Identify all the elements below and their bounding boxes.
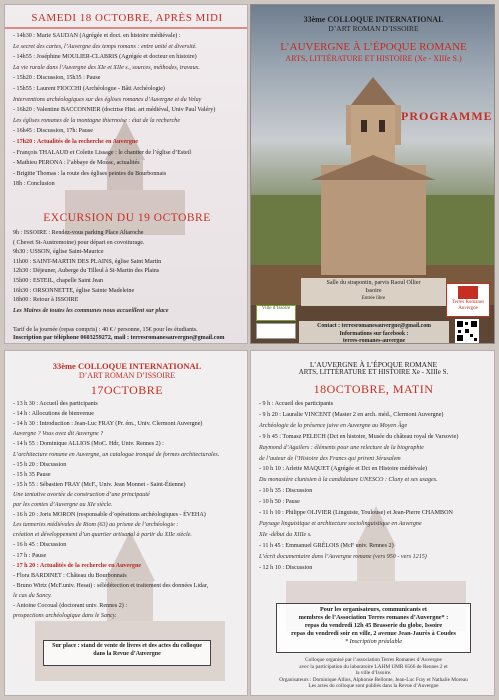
panel-saturday-afternoon bbox=[4, 4, 248, 344]
schedule-line: - 12 h 10 : Discussion bbox=[259, 564, 313, 571]
schedule-line: - 16h20 : Valentine BACCONNIER (doctrise Hist. art médiéval, Univ Paul Valéry) bbox=[13, 107, 216, 114]
panel-saturday-morning bbox=[250, 350, 495, 696]
schedule-line: Paysage linguistique et architecture sociolinguistique en Auvergne bbox=[259, 520, 422, 527]
schedule-line: L’architecture romane en Auvergne, un catalogue tronqué de formes architecturales. bbox=[13, 451, 220, 458]
schedule-line: - 9 h 20 : Lauralie VINCENT (Master 2 en arch. méd., Clermont Auvergne) bbox=[259, 411, 444, 418]
schedule-line: Les tanneries médiévales de Riom (63) au prisme de l’archéologie : bbox=[13, 522, 179, 529]
schedule-line: - 16 h 45 : Discussion bbox=[13, 542, 67, 549]
issoire-logo bbox=[256, 305, 296, 321]
schedule-line: - 16 h 20 : Joris MORON (responsable d’opérations archéologiques - ÉVEHA) bbox=[13, 512, 206, 519]
schedule-line: le cas du Sancy. bbox=[13, 592, 52, 599]
schedule-line: - Bruno Wirtz (McF.univ. Hesat) : sélédétection et traitement des données Lidar, bbox=[13, 582, 209, 589]
terres-romanes-logo bbox=[446, 283, 490, 317]
meals-line-5: * Inscription préalable bbox=[344, 638, 403, 645]
schedule-line: Raymond d’Aguilers : éléments pour une relecture de la biographie bbox=[259, 444, 424, 451]
schedule-line: - 13 h 30 : Accueil des participants bbox=[13, 401, 98, 407]
inscription-text: Inscription par téléphone 0603259272, mail : terresromanesauvergne@gmail.com bbox=[13, 335, 225, 341]
colloque-subtitle-2: D’ART ROMAN D’ISSOIRE bbox=[78, 371, 176, 380]
schedule-line: - 9 h : Accueil des participants bbox=[259, 401, 334, 407]
footer-line-5: Les actes du colloque sont publiés dans la Revue d’Auvergne bbox=[308, 683, 439, 690]
contact-line-2: Informations sur facebook : bbox=[339, 330, 409, 337]
br-title: L’AUVERGNE À L’ÉPOQUE ROMANE bbox=[309, 360, 438, 369]
day-heading-friday: 17OCTOBRE bbox=[90, 383, 164, 397]
colloque-subtitle: D’ART ROMAN D’ISSOIRE bbox=[328, 24, 419, 33]
schedule-line: - 14 h 55 : Dominique ALLIOS (MoC. Hdr, Univ. Rennes 2) : bbox=[13, 441, 164, 448]
cover-subtitle: ARTS, LITTÉRATURE ET HISTOIRE (Xe - XIIIe S.) bbox=[285, 54, 462, 63]
schedule-line: - Mathieu PERONA : l’abbaye de Mozac, actualités bbox=[13, 160, 140, 167]
schedule-line: - Flora BARDINET : Château du Bourbonnais bbox=[13, 572, 127, 579]
panel-cover bbox=[250, 4, 495, 344]
schedule-line: - 10 h 50 : Pause bbox=[259, 499, 300, 506]
bookstand-box bbox=[43, 640, 211, 666]
schedule-line: - 15h20 : Discussion, 15h35 : Pause bbox=[13, 75, 101, 82]
schedule-line: - 14 h : Allocutions de bienvenue bbox=[13, 411, 94, 418]
day-heading-saturday-morning: 18OCTOBRE, MATIN bbox=[313, 382, 434, 396]
venue-box bbox=[301, 278, 446, 306]
schedule-line: - 9 h 45 : Tomasz PELECH (Dct en histoire, Musée du château royal de Varsovie) bbox=[259, 433, 459, 440]
venue-line-2: Issoire bbox=[365, 287, 382, 294]
schedule-line: - 15 h 55 : Sébastien FRAY (McF., Univ. Jean Monnet - Saint-Étienne) bbox=[13, 481, 186, 488]
schedule-line: de l’auteur de l’Histoire des Francs qui prirent Jérusalem bbox=[259, 455, 401, 462]
excursion-line: 18h00 : Retour à ISSOIRE bbox=[13, 297, 79, 304]
meals-line-1: Pour les organisateurs, communicants et bbox=[320, 606, 427, 613]
footer-line-2: avec la participation du laboratoire LAHM UMR 6566 de Rennes 2 et bbox=[299, 663, 448, 670]
partner-logo bbox=[256, 323, 296, 339]
schedule-line: - 11 h 45 : Emmanuel GRÉLOIS (McF univ. Rennes 2) bbox=[259, 542, 394, 549]
excursion-line: 16h30 : ORSONNETTE, église Sainte Madeleine bbox=[13, 287, 135, 294]
excursion-line: 11h00 : SAINT-MARTIN DES PLAINS, église Saint Martin bbox=[13, 258, 162, 265]
qr-code-icon bbox=[455, 319, 479, 343]
schedule-line: XIe -début du XIIIe s. bbox=[259, 531, 312, 538]
panel-friday bbox=[4, 350, 248, 696]
schedule-line: - Antoine Cocoual (doctorant univ. Rennes 2) : bbox=[13, 603, 128, 609]
schedule-line: L’écrit documentaire dans l’Auvergne romane (vers 950 - vers 1215) bbox=[259, 553, 427, 560]
schedule-line: Le secret des cartes, l’Auvergne des temps romans : entre unité et diversité. bbox=[13, 43, 197, 50]
schedule-line: - 15h55 : Laurent FIOCCHI (Archéologue - Bâti Archéologie) bbox=[13, 86, 165, 92]
schedule-line: - 16h45 : Discussion, 17h: Pause bbox=[13, 128, 93, 135]
excursion-line: 12h30 : Déjeuner, Auberge du Tilleul à St-Martin des Plains bbox=[13, 268, 160, 275]
programme-heading: PROGRAMME bbox=[401, 109, 493, 123]
schedule-line: Interventions archéologiques sur des églises romanes d’Auvergne et du Velay bbox=[13, 96, 202, 103]
venue-line-3: Entrée libre bbox=[361, 296, 386, 301]
bookstand-line-1: Sur place : stand de vente de livres et des actes du colloque bbox=[52, 643, 202, 649]
schedule-line: Du monastère clunisien à la candidature UNESCO : Cluny et ses usages. bbox=[259, 477, 438, 484]
schedule-line: - 14h55 : Joséphine MOULIER-CLABRIS (Agrégée et docteur en histoire) bbox=[13, 54, 197, 61]
excursion-note: Les Maires de toutes les communes nous accueillent sur place bbox=[13, 308, 169, 314]
excursion-line: ( Chevet St-Austremoine) pour départ en covoiturage. bbox=[13, 239, 145, 246]
schedule-line: - François THALAUD et Colette Lissage : le chantier de l’église d’Esteil bbox=[13, 149, 192, 156]
issoire-logo-text: Ville d’Issoire bbox=[261, 306, 291, 311]
excursion-title: EXCURSION DU 19 OCTOBRE bbox=[43, 212, 211, 224]
footer-line-1: Colloque organisé par l’association Terres Romanes d’Auvergne bbox=[305, 657, 442, 663]
excursion-line: 9h : ISSOIRE : Rendez-vous parking Place Altaroche bbox=[13, 230, 144, 236]
schedule-line: - 17 h 20 : Actualités de la recherche en Auvergne bbox=[13, 562, 142, 569]
schedule-line: par les comtes d’Auvergne au XIe siècle. bbox=[13, 502, 113, 508]
meals-line-3: repas du vendredi 12h 45 Brasserie du globe, Issoire bbox=[304, 622, 443, 629]
schedule-line: - 14 h 30 : Introduction : Jean-Luc FRAY (Pr. ém., Univ. Clermont Auvergne) bbox=[13, 421, 203, 428]
br-subtitle: ARTS, LITTÉRATURE ET HISTOIRE Xe - XIIIe S. bbox=[298, 368, 449, 376]
tarif-text: Tarif de la journée (repas compris) : 40 € / personne, 15€ pour les étudiants. bbox=[13, 327, 198, 333]
logo-text-1: Terres Romanes bbox=[451, 300, 485, 305]
schedule-line: prospections archéologique dans le Sancy. bbox=[13, 613, 117, 620]
schedule-line: - 10 h 10 : Arlette MAQUET (Agrégée et Dct en Histoire médiévale) bbox=[259, 466, 428, 473]
section-title-saturday: SAMEDI 18 OCTOBRE, APRÈS MIDI bbox=[31, 12, 223, 24]
excursion-line: 9h30 : USSON, église Saint-Maurice bbox=[13, 249, 104, 256]
schedule-line: - 15 h 20 : Discussion bbox=[13, 461, 67, 468]
schedule-line: création et développement d’un quartier artisanal à partir du XIIe siècle. bbox=[13, 532, 192, 539]
meals-line-4: repas du vendredi soir en ville, 2 avenue Jean-Jaurès à Coudes bbox=[291, 630, 456, 637]
colloque-title: 33ème COLLOQUE INTERNATIONAL bbox=[303, 15, 444, 24]
schedule-line: - 14h30 : Marie SAUDAN (Agrégée et doct. en histoire médiévale) : bbox=[13, 33, 181, 39]
venue-line-1: Salle du strapontin, parvis Raoul Ollier bbox=[326, 280, 421, 286]
schedule-line: - Brigitte Thomas : la route des églises peintes du Bourbonnais bbox=[13, 170, 167, 177]
schedule-line: 18h : Conclusion bbox=[13, 181, 55, 188]
bookstand-line-2: dans la Revue d’Auvergne bbox=[93, 650, 161, 657]
logo-text-2: Auvergne bbox=[458, 306, 478, 311]
schedule-line: - 17h20 : Actualités de la recherche en Auvergne bbox=[13, 139, 139, 145]
contact-line-3: terres-romanes-auvergne bbox=[342, 338, 406, 344]
contact-line-1: Contact : terresromanesauvergne@gmail.com bbox=[317, 323, 431, 329]
schedule-line: - 17 h : Pause bbox=[13, 552, 47, 559]
colloque-title-2: 33ème COLLOQUE INTERNATIONAL bbox=[52, 361, 202, 371]
meals-box bbox=[276, 603, 471, 653]
schedule-line: - 11 h 10 : Philippe OLIVIER (Linguiste, Toulouse) et Jean-Pierre CHAMBON bbox=[259, 510, 453, 516]
schedule-line: - 10 h 35 : Discussion bbox=[259, 488, 313, 495]
excursion-line: 15h00 : ESTEIL, chapelle Saint Jean bbox=[13, 278, 104, 284]
title-underline bbox=[5, 27, 247, 29]
schedule-line: Auvergne ? Vous avez dit Auvergne ? bbox=[13, 431, 104, 438]
schedule-line: Les églises romanes de la montagne thiernoise : état de la recherche bbox=[13, 117, 181, 124]
contact-box bbox=[299, 321, 449, 344]
schedule-line: La vie rurale dans l’Auvergne des XIe et XIIe s., sources, méthodes, travaux. bbox=[13, 64, 200, 71]
schedule-line: - 15 h 35 Pause bbox=[13, 471, 51, 478]
cover-title: L’AUVERGNE À L’ÉPOQUE ROMANE bbox=[280, 41, 467, 53]
footer-line-4: Organisateurs : Dominique Allios, Alphonse Bellonte, Jean-Luc Fray et Nathalie Moreau bbox=[279, 676, 468, 683]
schedule-line: Une tentative avortée de construction d’une principauté bbox=[13, 491, 150, 498]
schedule-line: Archéologie de la présence juive en Auvergne au Moyen Âge bbox=[259, 422, 408, 429]
footer-line-3: la ville d’Issoire. bbox=[355, 670, 392, 677]
meals-line-2: membres de l’Association Terres romanes d’Auvergne* : bbox=[298, 614, 449, 621]
organizers-footer bbox=[251, 657, 495, 690]
